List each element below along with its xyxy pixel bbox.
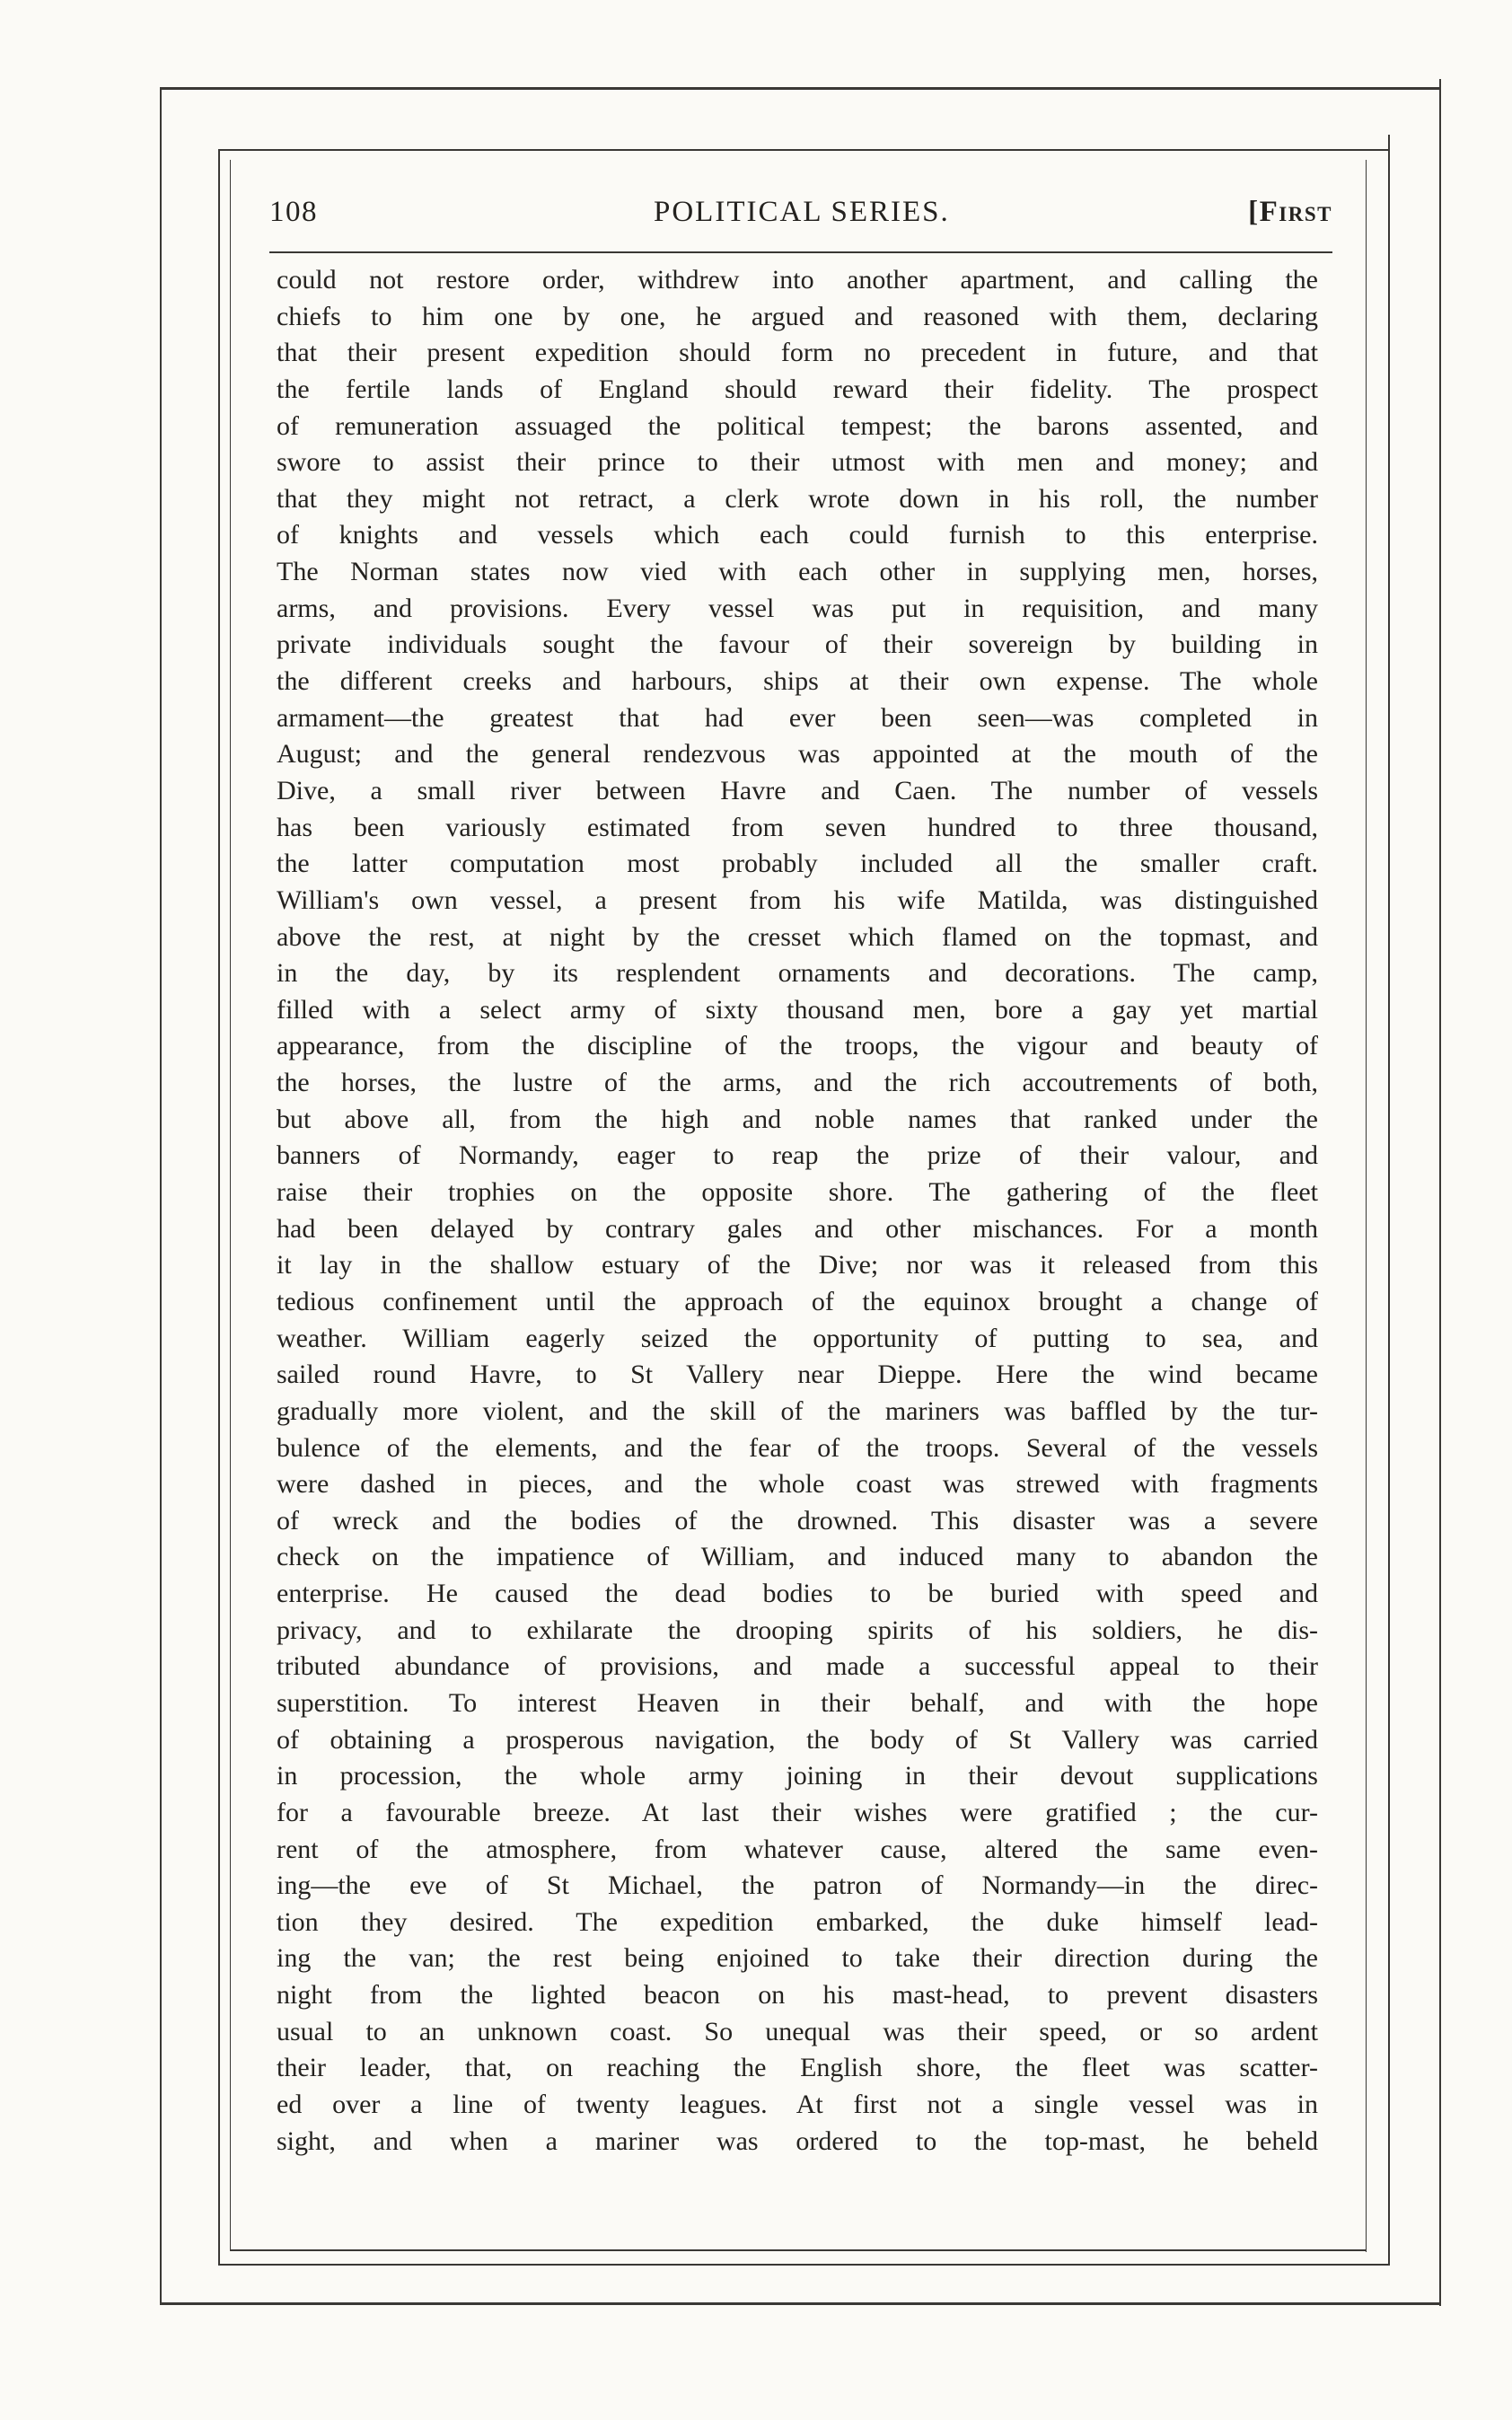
text-line: bulence of the elements, and the fear of the troops. Several of the vessels: [277, 1432, 1318, 1463]
text-line: arms, and provisions. Every vessel was put in requisition, and many: [277, 593, 1318, 623]
text-line: superstition. To interest Heaven in their behalf, and with the hope: [277, 1687, 1318, 1718]
text-line: private individuals sought the favour of their sovereign by building in: [277, 629, 1318, 660]
text-line: raise their trophies on the opposite shore. The gathering of the fleet: [277, 1177, 1318, 1208]
text-line: that they might not retract, a clerk wrote down in his roll, the number: [277, 483, 1318, 514]
text-line: ing the van; the rest being enjoined to take their direction during the: [277, 1943, 1318, 1974]
text-line: rent of the atmosphere, from whatever cause, altered the same even-: [277, 1834, 1318, 1864]
text-line: that their present expedition should form no precedent in future, and that: [277, 338, 1318, 368]
text-line: sailed round Havre, to St Vallery near Dieppe. Here the wind became: [277, 1360, 1318, 1390]
text-line: of remuneration assuaged the political tempest; the barons assented, and: [277, 410, 1318, 441]
text-frame-right: [1366, 160, 1367, 2252]
text-line: could not restore order, withdrew into another apartment, and calling the: [277, 265, 1318, 295]
text-line: for a favourable breeze. At last their wishes were gratified ; the cur-: [277, 1797, 1318, 1827]
text-line: of wreck and the bodies of the drowned. This disaster was a severe: [277, 1505, 1318, 1536]
text-line: had been delayed by contrary gales and other mischances. For a month: [277, 1213, 1318, 1244]
text-line: it lay in the shallow estuary of the Dive; nor was it released from this: [277, 1250, 1318, 1280]
inner-border-right: [1388, 135, 1390, 2266]
text-line: has been variously estimated from seven hundred to three thousand,: [277, 812, 1318, 842]
text-frame-left: [230, 160, 231, 2249]
text-line: William's own vessel, a present from his wife Matilda, was distinguished: [277, 884, 1318, 915]
text-line: banners of Normandy, eager to reap the prize of their valour, and: [277, 1140, 1318, 1171]
text-line: check on the impatience of William, and induced many to abandon the: [277, 1542, 1318, 1572]
text-line: privacy, and to exhilarate the drooping spirits of his soldiers, he dis-: [277, 1615, 1318, 1645]
text-line: gradually more violent, and the skill of the mariners was baffled by the tur-: [277, 1395, 1318, 1426]
text-line: chiefs to him one by one, he argued and reasoned with them, declaring: [277, 301, 1318, 331]
text-line: appearance, from the discipline of the troops, the vigour and beauty of: [277, 1031, 1318, 1061]
text-line: tion they desired. The expedition embarked, the duke himself lead-: [277, 1906, 1318, 1937]
text-line: above the rest, at night by the cresset which flamed on the topmast, and: [277, 921, 1318, 952]
text-line: usual to an unknown coast. So unequal was their speed, or so ardent: [277, 2016, 1318, 2046]
text-line: sight, and when a mariner was ordered to the top-mast, he beheld: [277, 2125, 1318, 2156]
text-line: armament—the greatest that had ever been seen—was completed in: [277, 702, 1318, 733]
section-marker: [First: [1248, 196, 1332, 228]
running-title: POLITICAL SERIES.: [654, 196, 950, 228]
text-line: weather. William eagerly seized the opportunity of putting to sea, and: [277, 1323, 1318, 1353]
text-line: tributed abundance of provisions, and made a successful appeal to their: [277, 1651, 1318, 1682]
text-line: filled with a select army of sixty thousand men, bore a gay yet martial: [277, 994, 1318, 1025]
text-line: tedious confinement until the approach of the equinox brought a change of: [277, 1286, 1318, 1316]
text-line: ed over a line of twenty leagues. At first not a single vessel was in: [277, 2090, 1318, 2120]
text-line: the latter computation most probably included all the smaller craft.: [277, 849, 1318, 879]
text-line: in the day, by its resplendent ornaments and decorations. The camp,: [277, 958, 1318, 989]
outer-border-right: [1439, 79, 1441, 2306]
text-line: of obtaining a prosperous navigation, the body of St Vallery was carried: [277, 1724, 1318, 1755]
header-rule: [269, 251, 1332, 253]
text-line: the different creeks and harbours, ships at their own expense. The whole: [277, 666, 1318, 697]
text-line: the horses, the lustre of the arms, and the rich accoutrements of both,: [277, 1068, 1318, 1098]
inner-border-left: [218, 149, 220, 2266]
text-line: swore to assist their prince to their utmost with men and money; and: [277, 447, 1318, 478]
text-line: of knights and vessels which each could furnish to this enterprise.: [277, 520, 1318, 550]
outer-border-left: [160, 87, 162, 2305]
text-line: Dive, a small river between Havre and Caen. The number of vessels: [277, 775, 1318, 805]
text-line: but above all, from the high and noble names that ranked under the: [277, 1104, 1318, 1134]
text-line: night from the lighted beacon on his mast-head, to prevent disasters: [277, 1980, 1318, 2011]
page-number: 108: [269, 196, 318, 228]
text-line: the fertile lands of England should reward their fidelity. The prospect: [277, 374, 1318, 404]
text-line: August; and the general rendezvous was appointed at the mouth of the: [277, 739, 1318, 770]
outer-border-top: [160, 87, 1441, 90]
inner-border-top: [218, 149, 1390, 151]
text-line: were dashed in pieces, and the whole coast was strewed with fragments: [277, 1469, 1318, 1500]
body-text: [277, 262, 1318, 2160]
text-line: ing—the eve of St Michael, the patron of Normandy—in the direc-: [277, 1870, 1318, 1901]
running-head: [269, 196, 1332, 241]
text-line: enterprise. He caused the dead bodies to be buried with speed and: [277, 1579, 1318, 1609]
text-frame-bottom: [230, 2249, 1367, 2251]
outer-border-bottom: [160, 2302, 1441, 2305]
text-line: in procession, the whole army joining in their devout supplications: [277, 1761, 1318, 1791]
text-line: The Norman states now vied with each other in supplying men, horses,: [277, 557, 1318, 587]
text-line: their leader, that, on reaching the English shore, the fleet was scatter-: [277, 2053, 1318, 2083]
inner-border-bottom: [218, 2264, 1390, 2266]
